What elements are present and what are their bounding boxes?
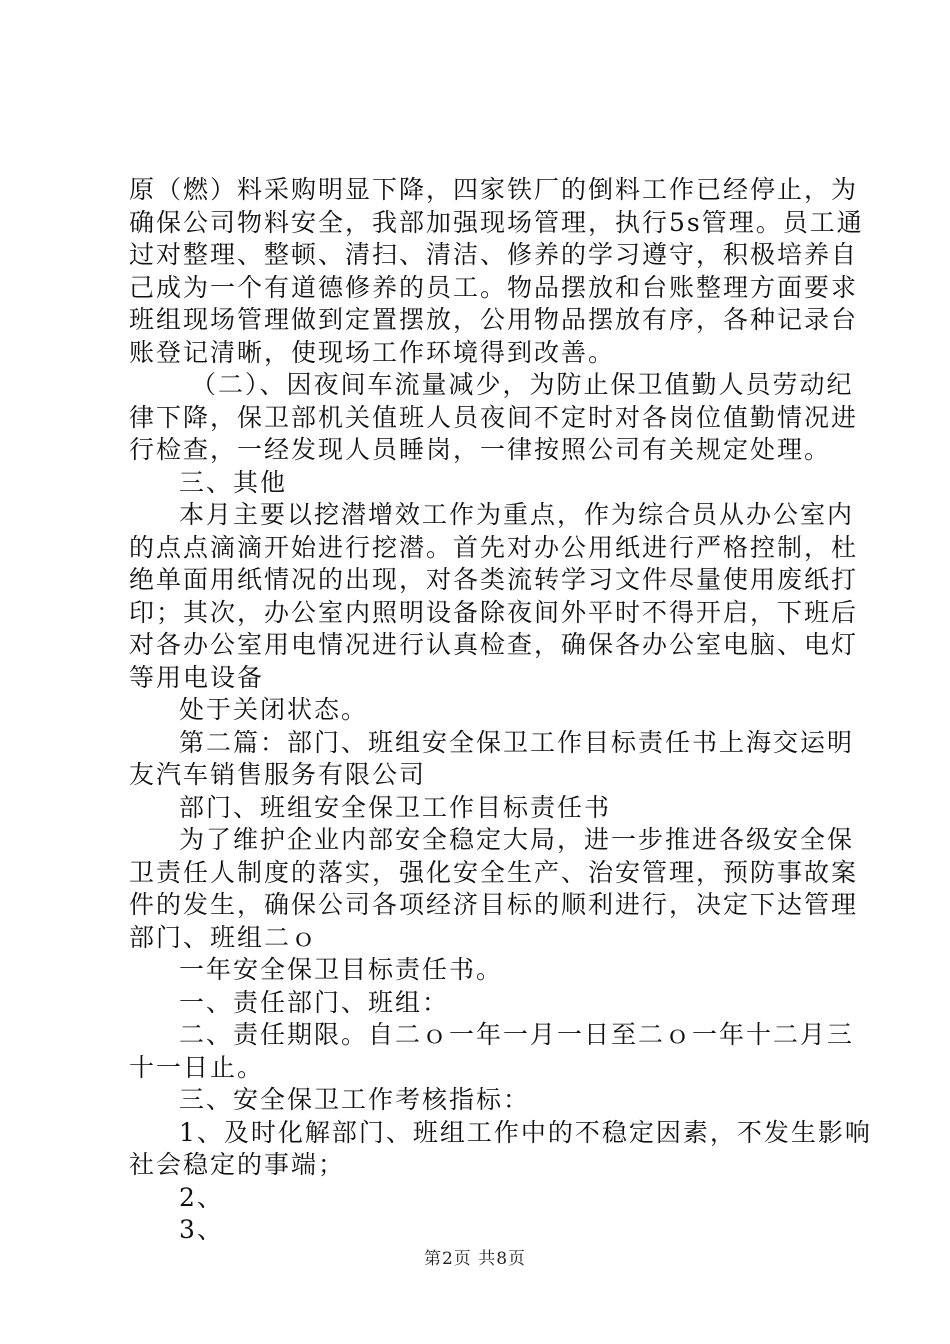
text-line: 的点点滴滴开始进行挖潜。首先对办公用纸进行严格控制，杜	[129, 532, 859, 562]
text-line: 班组现场管理做到定置摆放，公用物品摆放有序，各种记录台	[129, 305, 859, 334]
text-line: 己成为一个有道德修养的员工。物品摆放和台账整理方面要求	[129, 272, 859, 302]
text-line: 件的发生，确保公司各项经济目标的顺利进行，决定下达管理	[129, 890, 859, 919]
list-item: 一、责任部门、班组：	[179, 987, 450, 1017]
text-line: 等用电设备	[129, 662, 265, 692]
text-line: 十一日止。	[129, 1052, 265, 1082]
text-line: 为了维护企业内部安全稳定大局，进一步推进各级安全保	[179, 825, 855, 854]
text-line: 部门、班组二ｏ	[129, 922, 319, 952]
document-body	[129, 174, 872, 1247]
list-item: 三、安全保卫工作考核指标：	[179, 1085, 531, 1114]
section-heading: 第二篇：部门、班组安全保卫工作目标责任书上海交运明	[179, 727, 855, 757]
text-line: 社会稳定的事端；	[129, 1150, 346, 1179]
section-heading: 三、其他	[179, 467, 288, 497]
text-line: 友汽车销售服务有限公司	[129, 760, 427, 789]
text-line: 律下降，保卫部机关值班人员夜间不定时对各岗位值勤情况进	[129, 402, 859, 432]
list-item: 二、责任期限。自二ｏ一年一月一日至二ｏ一年十二月三	[179, 1020, 855, 1049]
list-item: 2、	[179, 1182, 224, 1212]
text-line: 印；其次，办公室内照明设备除夜间外平时不得开启，下班后	[129, 597, 859, 627]
list-item: 3、	[179, 1215, 224, 1244]
text-line: 过对整理、整顿、清扫、清洁、修养的学习遵守，积极培养自	[129, 240, 859, 269]
text-line: （二）、因夜间车流量减少，为防止保卫值勤人员劳动纪	[191, 370, 854, 399]
text-line: 一年安全保卫目标责任书。	[179, 955, 504, 984]
text-line: 本月主要以挖潜增效工作为重点，作为综合员从办公室内	[179, 500, 855, 529]
text-line: 对各办公室用电情况进行认真检查，确保各办公室电脑、电灯	[129, 630, 859, 659]
text-line: 确保公司物料安全，我部加强现场管理，执行5s管理。员工通	[129, 207, 864, 237]
text-line: 处于关闭状态。	[179, 695, 369, 724]
text-line: 账登记清晰，使现场工作环境得到改善。	[129, 337, 616, 367]
list-item: 1、及时化解部门、班组工作中的不稳定因素，不发生影响	[179, 1117, 872, 1147]
page-number-footer: 第2页 共8页	[423, 1249, 527, 1269]
text-line: 原（燃）料采购明显下降，四家铁厂的倒料工作已经停止，为	[129, 175, 859, 204]
text-line: 绝单面用纸情况的出现，对各类流转学习文件尽量使用废纸打	[129, 565, 859, 594]
document-subtitle: 部门、班组安全保卫工作目标责任书	[179, 792, 612, 822]
text-line: 行检查，一经发现人员睡岗，一律按照公司有关规定处理。	[129, 435, 832, 464]
text-line: 卫责任人制度的落实，强化安全生产、治安管理，预防事故案	[129, 857, 859, 887]
